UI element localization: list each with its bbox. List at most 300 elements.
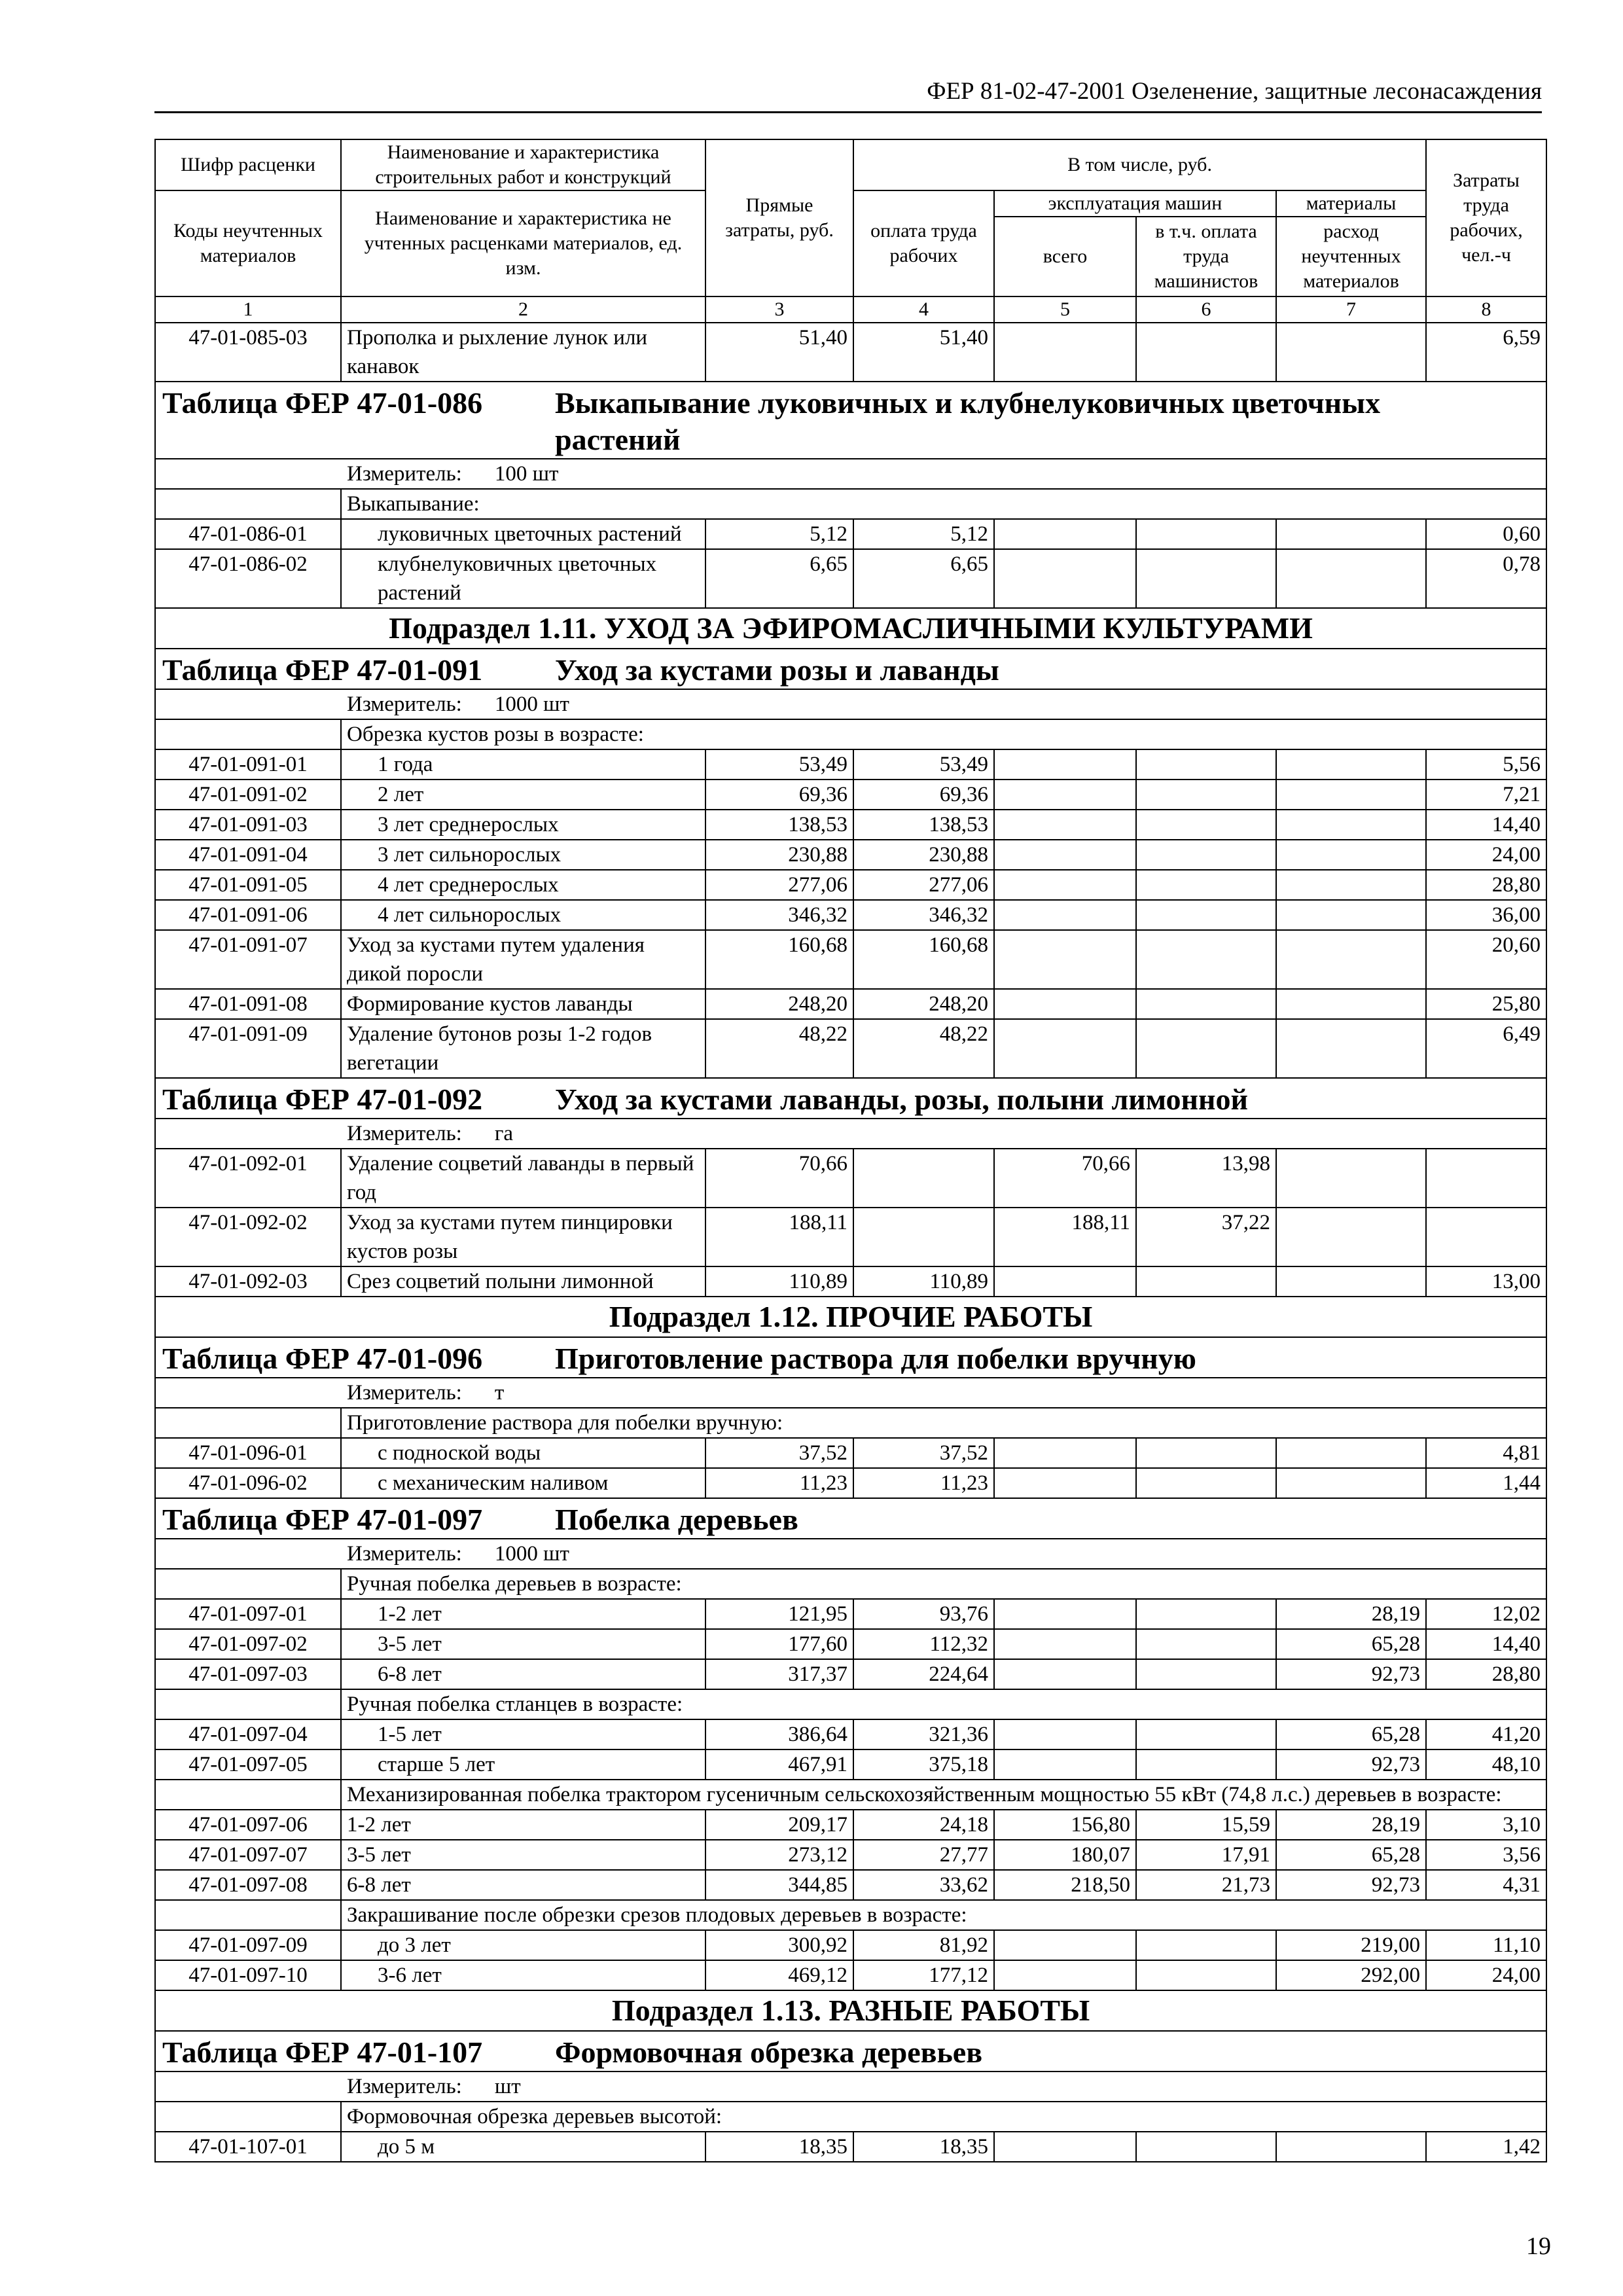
row-code: 47-01-091-09 [155, 1019, 341, 1078]
table-row [155, 1438, 1546, 1468]
cell-value [1136, 930, 1276, 989]
table-row [155, 1208, 1546, 1266]
cell-value: 18,35 [853, 2132, 994, 2162]
table-title-row [155, 649, 1546, 689]
cell-value [1426, 1149, 1546, 1208]
cell-value [994, 1659, 1136, 1689]
column-number-row [155, 296, 1546, 323]
col-machines-wages: в т.ч. оплата труда машинистов [1136, 217, 1276, 296]
table-row [155, 1468, 1546, 1498]
cell-value [1136, 2132, 1276, 2162]
cell-value: 11,23 [705, 1468, 853, 1498]
table-row [155, 1719, 1546, 1749]
meter-unit: шт [494, 2075, 521, 2098]
cell-value: 277,06 [853, 870, 994, 900]
col-num: 5 [994, 296, 1136, 323]
col-num: 8 [1426, 296, 1546, 323]
meter-row [155, 2072, 1546, 2102]
cell-value: 92,73 [1276, 1659, 1426, 1689]
table-row [155, 1810, 1546, 1840]
cell-value: 25,80 [1426, 989, 1546, 1019]
row-name: Удаление соцветий лаванды в первый год [341, 1149, 705, 1208]
cell-value [994, 1719, 1136, 1749]
cell-value [994, 1019, 1136, 1078]
cell-value: 209,17 [705, 1810, 853, 1840]
cell-value [994, 840, 1136, 870]
row-name: Прополка и рыхление лунок или канавок [341, 323, 705, 382]
meter-label: Измеритель: [347, 462, 462, 486]
cell-value [994, 323, 1136, 382]
row-code: 47-01-097-04 [155, 1719, 341, 1749]
cell-value: 346,32 [853, 900, 994, 930]
row-name: 2 лет [341, 780, 705, 810]
col-machines-total: всего [994, 217, 1136, 296]
meter-label: Измеритель: [347, 1542, 462, 1566]
row-name: до 5 м [341, 2132, 705, 2162]
group-row [155, 1408, 1546, 1438]
table-row [155, 1840, 1546, 1870]
row-code: 47-01-097-07 [155, 1840, 341, 1870]
empty-cell [155, 1780, 341, 1810]
group-label: Механизированная побелка трактором гусеничным сельскохозяйственным мощностью 55 кВт (74,8 л.с.) деревьев в возрасте: [341, 1780, 1546, 1810]
row-code: 47-01-097-06 [155, 1810, 341, 1840]
row-name: с подноской воды [341, 1438, 705, 1468]
cell-value [1136, 323, 1276, 382]
cell-value: 14,40 [1426, 1629, 1546, 1659]
subsection-row [155, 1990, 1546, 2031]
cell-value: 188,11 [994, 1208, 1136, 1266]
cell-value: 4,81 [1426, 1438, 1546, 1468]
col-labor: Затраты труда рабочих, чел.-ч [1426, 139, 1546, 296]
cell-value: 37,52 [705, 1438, 853, 1468]
table-title [155, 2031, 1546, 2072]
row-name: клубнелуковичных цветочных растений [341, 549, 705, 608]
table-row [155, 1659, 1546, 1689]
meter-row [155, 459, 1546, 489]
row-code: 47-01-097-02 [155, 1629, 341, 1659]
col-materials-sub: расход неучтенных материалов [1276, 217, 1426, 296]
cell-value [1136, 1659, 1276, 1689]
cell-value [1276, 549, 1426, 608]
col-code-bottom: Коды неучтенных материалов [155, 190, 341, 296]
group-row [155, 2102, 1546, 2132]
meter-row [155, 1378, 1546, 1408]
cell-value: 53,49 [853, 749, 994, 780]
table-row [155, 930, 1546, 989]
group-label: Выкапывание: [341, 489, 1546, 519]
row-code: 47-01-091-08 [155, 989, 341, 1019]
table-name: Побелка деревьев [555, 1503, 798, 1536]
cell-value [1276, 519, 1426, 549]
table-row [155, 870, 1546, 900]
cell-value: 93,76 [853, 1599, 994, 1629]
cell-value [994, 519, 1136, 549]
meter-label: Измеритель: [347, 692, 462, 716]
row-name: Удаление бутонов розы 1-2 годов вегетации [341, 1019, 705, 1078]
cell-value [994, 780, 1136, 810]
group-row [155, 489, 1546, 519]
meter-unit: 100 шт [494, 462, 559, 486]
cell-value: 273,12 [705, 1840, 853, 1870]
cell-value: 177,12 [853, 1960, 994, 1990]
table-title [155, 1337, 1546, 1378]
cell-value [1136, 1960, 1276, 1990]
cell-value: 65,28 [1276, 1719, 1426, 1749]
empty-cell [155, 1689, 341, 1719]
cell-value: 277,06 [705, 870, 853, 900]
empty-cell [155, 1569, 341, 1599]
cell-value [994, 1599, 1136, 1629]
price-table [154, 139, 1547, 2162]
cell-value: 346,32 [705, 900, 853, 930]
cell-value: 230,88 [705, 840, 853, 870]
row-code: 47-01-091-04 [155, 840, 341, 870]
table-row [155, 1266, 1546, 1297]
cell-value [1136, 989, 1276, 1019]
col-wages: оплата труда рабочих [853, 190, 994, 296]
cell-value [1276, 1019, 1426, 1078]
row-name: Формирование кустов лаванды [341, 989, 705, 1019]
meter-row [155, 689, 1546, 719]
cell-value: 5,12 [853, 519, 994, 549]
subsection-row [155, 608, 1546, 649]
cell-value: 15,59 [1136, 1810, 1276, 1840]
cell-value: 300,92 [705, 1930, 853, 1960]
row-code: 47-01-092-01 [155, 1149, 341, 1208]
table-name: Уход за кустами лаванды, розы, полыни лимонной [555, 1083, 1249, 1116]
cell-value [1276, 780, 1426, 810]
col-name-top: Наименование и характеристика строительных работ и конструкций [341, 139, 705, 190]
cell-value: 28,80 [1426, 870, 1546, 900]
cell-value: 28,19 [1276, 1810, 1426, 1840]
cell-value [1276, 870, 1426, 900]
group-label: Ручная побелка стланцев в возрасте: [341, 1689, 1546, 1719]
row-code: 47-01-097-01 [155, 1599, 341, 1629]
page-header: ФЕР 81-02-47-2001 Озеленение, защитные лесонасаждения [154, 73, 1542, 113]
row-name: 1-2 лет [341, 1810, 705, 1840]
row-code: 47-01-091-07 [155, 930, 341, 989]
group-label: Приготовление раствора для побелки вручную: [341, 1408, 1546, 1438]
meter-cell [155, 1119, 1546, 1149]
cell-value [1426, 1208, 1546, 1266]
cell-value [1136, 870, 1276, 900]
cell-value [1136, 549, 1276, 608]
cell-value [853, 1208, 994, 1266]
table-name: Выкапывание луковичных и клубнелуковичных цветочных растений [555, 386, 1381, 456]
cell-value: 218,50 [994, 1870, 1136, 1900]
cell-value [1136, 1019, 1276, 1078]
table-row [155, 840, 1546, 870]
cell-value: 41,20 [1426, 1719, 1546, 1749]
cell-value: 248,20 [853, 989, 994, 1019]
subsection-title: Подраздел 1.11. УХОД ЗА ЭФИРОМАСЛИЧНЫМИ КУЛЬТУРАМИ [155, 608, 1546, 649]
col-direct: Прямые затраты, руб. [705, 139, 853, 296]
cell-value [1276, 1149, 1426, 1208]
empty-cell [155, 489, 341, 519]
cell-value: 92,73 [1276, 1749, 1426, 1780]
page-number: 19 [1526, 2233, 1551, 2260]
cell-value [994, 900, 1136, 930]
table-row [155, 900, 1546, 930]
cell-value: 110,89 [853, 1266, 994, 1297]
cell-value: 1,44 [1426, 1468, 1546, 1498]
cell-value: 53,49 [705, 749, 853, 780]
cell-value [1136, 840, 1276, 870]
row-name: 1-5 лет [341, 1719, 705, 1749]
row-name: 6-8 лет [341, 1870, 705, 1900]
cell-value: 110,89 [705, 1266, 853, 1297]
table-row [155, 2132, 1546, 2162]
row-code: 47-01-097-08 [155, 1870, 341, 1900]
cell-value: 28,80 [1426, 1659, 1546, 1689]
row-name: 4 лет сильнорослых [341, 900, 705, 930]
cell-value [1276, 930, 1426, 989]
cell-value: 7,21 [1426, 780, 1546, 810]
col-num: 7 [1276, 296, 1426, 323]
col-num: 3 [705, 296, 853, 323]
cell-value [1136, 1930, 1276, 1960]
col-num: 4 [853, 296, 994, 323]
row-code: 47-01-091-06 [155, 900, 341, 930]
cell-value: 69,36 [705, 780, 853, 810]
cell-value [1276, 840, 1426, 870]
cell-value: 51,40 [705, 323, 853, 382]
cell-value: 36,00 [1426, 900, 1546, 930]
row-name: 1-2 лет [341, 1599, 705, 1629]
cell-value [994, 549, 1136, 608]
group-row [155, 1569, 1546, 1599]
table-row [155, 1930, 1546, 1960]
table-name: Уход за кустами розы и лаванды [555, 653, 999, 687]
table-title [155, 649, 1546, 689]
row-code: 47-01-097-09 [155, 1930, 341, 1960]
group-row [155, 719, 1546, 749]
col-name-bottom: Наименование и характеристика не учтенных расценками материалов, ед. изм. [341, 190, 705, 296]
cell-value [1136, 519, 1276, 549]
cell-value [1276, 1438, 1426, 1468]
cell-value: 177,60 [705, 1629, 853, 1659]
table-number: Таблица ФЕР 47-01-107 [162, 2036, 483, 2069]
row-name: 1 года [341, 749, 705, 780]
cell-value [994, 870, 1136, 900]
cell-value: 317,37 [705, 1659, 853, 1689]
cell-value [1136, 1749, 1276, 1780]
cell-value: 48,22 [853, 1019, 994, 1078]
cell-value: 156,80 [994, 1810, 1136, 1840]
row-code: 47-01-097-03 [155, 1659, 341, 1689]
col-num: 6 [1136, 296, 1276, 323]
meter-unit: 1000 шт [494, 692, 569, 716]
table-number: Таблица ФЕР 47-01-096 [162, 1342, 483, 1375]
cell-value: 13,98 [1136, 1149, 1276, 1208]
cell-value [994, 2132, 1136, 2162]
cell-value [1136, 1629, 1276, 1659]
table-title [155, 1498, 1546, 1539]
cell-value [994, 1960, 1136, 1990]
group-row [155, 1780, 1546, 1810]
cell-value: 0,78 [1426, 549, 1546, 608]
cell-value: 230,88 [853, 840, 994, 870]
cell-value: 3,10 [1426, 1810, 1546, 1840]
row-code: 47-01-096-02 [155, 1468, 341, 1498]
col-incl: В том числе, руб. [853, 139, 1426, 190]
cell-value [1276, 1208, 1426, 1266]
cell-value [1276, 989, 1426, 1019]
cell-value: 1,42 [1426, 2132, 1546, 2162]
meter-label: Измеритель: [347, 1122, 462, 1145]
cell-value: 6,59 [1426, 323, 1546, 382]
table-name: Формовочная обрезка деревьев [555, 2036, 983, 2069]
cell-value [994, 1629, 1136, 1659]
cell-value: 18,35 [705, 2132, 853, 2162]
row-code: 47-01-086-01 [155, 519, 341, 549]
table-number: Таблица ФЕР 47-01-097 [162, 1503, 483, 1536]
row-code: 47-01-091-02 [155, 780, 341, 810]
cell-value [1136, 749, 1276, 780]
cell-value [1276, 749, 1426, 780]
cell-value [994, 1749, 1136, 1780]
cell-value [1276, 2132, 1426, 2162]
cell-value [853, 1149, 994, 1208]
cell-value [1136, 780, 1276, 810]
row-code: 47-01-097-05 [155, 1749, 341, 1780]
cell-value: 37,52 [853, 1438, 994, 1468]
cell-value: 160,68 [705, 930, 853, 989]
subsection-title: Подраздел 1.12. ПРОЧИЕ РАБОТЫ [155, 1297, 1546, 1337]
row-code: 47-01-086-02 [155, 549, 341, 608]
cell-value [1276, 810, 1426, 840]
table-row [155, 323, 1546, 382]
col-num: 2 [341, 296, 705, 323]
cell-value: 5,56 [1426, 749, 1546, 780]
cell-value [994, 1930, 1136, 1960]
cell-value: 24,00 [1426, 840, 1546, 870]
cell-value: 37,22 [1136, 1208, 1276, 1266]
meter-cell [155, 1378, 1546, 1408]
cell-value [1136, 1438, 1276, 1468]
cell-value: 24,00 [1426, 1960, 1546, 1990]
cell-value: 467,91 [705, 1749, 853, 1780]
row-name: 3 лет сильнорослых [341, 840, 705, 870]
cell-value [1136, 900, 1276, 930]
meter-label: Измеритель: [347, 1381, 462, 1405]
cell-value: 69,36 [853, 780, 994, 810]
cell-value: 65,28 [1276, 1840, 1426, 1870]
meter-row [155, 1539, 1546, 1569]
table-row [155, 1960, 1546, 1990]
meter-cell [155, 459, 1546, 489]
table-row [155, 1870, 1546, 1900]
row-code: 47-01-085-03 [155, 323, 341, 382]
table-row [155, 549, 1546, 608]
cell-value [994, 930, 1136, 989]
row-name: с механическим наливом [341, 1468, 705, 1498]
meter-cell [155, 1539, 1546, 1569]
table-row [155, 1149, 1546, 1208]
row-code: 47-01-091-03 [155, 810, 341, 840]
cell-value: 6,49 [1426, 1019, 1546, 1078]
cell-value [1276, 1468, 1426, 1498]
cell-value [994, 1438, 1136, 1468]
group-row [155, 1689, 1546, 1719]
row-name: луковичных цветочных растений [341, 519, 705, 549]
cell-value: 292,00 [1276, 1960, 1426, 1990]
cell-value: 386,64 [705, 1719, 853, 1749]
row-code: 47-01-091-05 [155, 870, 341, 900]
row-name: до 3 лет [341, 1930, 705, 1960]
cell-value [1136, 810, 1276, 840]
cell-value: 70,66 [994, 1149, 1136, 1208]
cell-value [994, 1468, 1136, 1498]
subsection-title: Подраздел 1.13. РАЗНЫЕ РАБОТЫ [155, 1990, 1546, 2031]
row-name: 3-5 лет [341, 1840, 705, 1870]
cell-value: 6,65 [705, 549, 853, 608]
cell-value [994, 989, 1136, 1019]
cell-value: 17,91 [1136, 1840, 1276, 1870]
cell-value: 0,60 [1426, 519, 1546, 549]
table-row [155, 749, 1546, 780]
table-title-row [155, 1337, 1546, 1378]
cell-value [994, 810, 1136, 840]
cell-value: 375,18 [853, 1749, 994, 1780]
table-title-row [155, 382, 1546, 459]
row-name: Уход за кустами путем удаления дикой поросли [341, 930, 705, 989]
group-label: Ручная побелка деревьев в возрасте: [341, 1569, 1546, 1599]
cell-value: 92,73 [1276, 1870, 1426, 1900]
cell-value: 48,22 [705, 1019, 853, 1078]
table-title-row [155, 1078, 1546, 1119]
table-number: Таблица ФЕР 47-01-092 [162, 1083, 483, 1116]
col-materials: материалы [1276, 190, 1426, 217]
cell-value: 70,66 [705, 1149, 853, 1208]
meter-label: Измеритель: [347, 2075, 462, 2098]
group-label: Формовочная обрезка деревьев высотой: [341, 2102, 1546, 2132]
table-title [155, 382, 1546, 459]
subsection-row [155, 1297, 1546, 1337]
empty-cell [155, 719, 341, 749]
meter-cell [155, 689, 1546, 719]
cell-value [1276, 900, 1426, 930]
row-code: 47-01-091-01 [155, 749, 341, 780]
cell-value: 138,53 [705, 810, 853, 840]
cell-value: 51,40 [853, 323, 994, 382]
row-name: 6-8 лет [341, 1659, 705, 1689]
table-title-row [155, 2031, 1546, 2072]
row-name: 3-5 лет [341, 1629, 705, 1659]
meter-unit: га [494, 1122, 514, 1145]
row-code: 47-01-097-10 [155, 1960, 341, 1990]
group-row [155, 1900, 1546, 1930]
cell-value: 138,53 [853, 810, 994, 840]
cell-value: 469,12 [705, 1960, 853, 1990]
table-row [155, 1629, 1546, 1659]
row-name: Срез соцветий полыни лимонной [341, 1266, 705, 1297]
row-code: 47-01-096-01 [155, 1438, 341, 1468]
cell-value: 48,10 [1426, 1749, 1546, 1780]
row-name: старше 5 лет [341, 1749, 705, 1780]
col-machines: эксплуатация машин [994, 190, 1276, 217]
meter-row [155, 1119, 1546, 1149]
cell-value: 224,64 [853, 1659, 994, 1689]
cell-value: 121,95 [705, 1599, 853, 1629]
cell-value: 248,20 [705, 989, 853, 1019]
col-code-top: Шифр расценки [155, 139, 341, 190]
cell-value: 81,92 [853, 1930, 994, 1960]
cell-value: 3,56 [1426, 1840, 1546, 1870]
table-row [155, 519, 1546, 549]
cell-value: 21,73 [1136, 1870, 1276, 1900]
empty-cell [155, 2102, 341, 2132]
